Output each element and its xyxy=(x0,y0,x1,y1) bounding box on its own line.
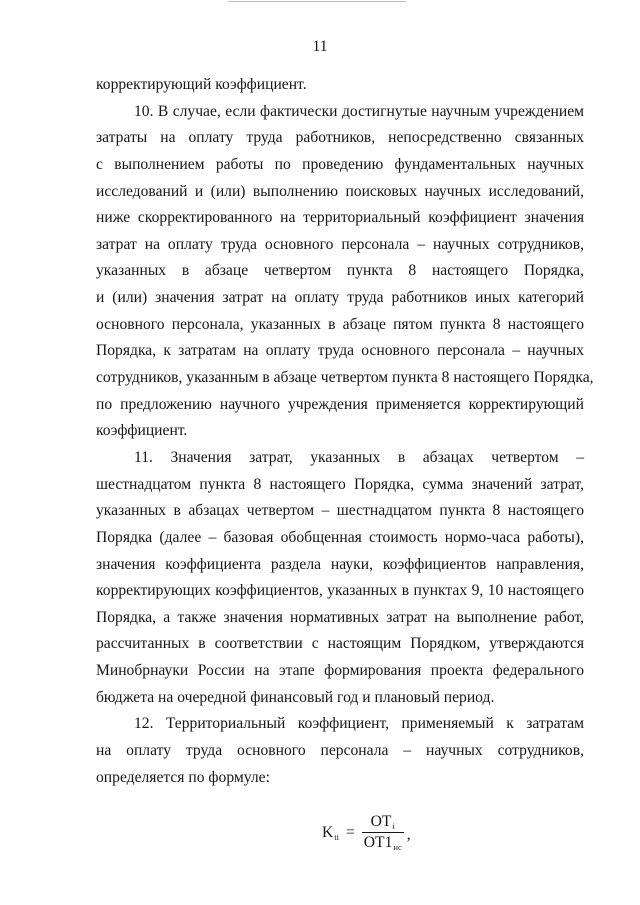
text-line: определяется по формуле: xyxy=(96,768,270,786)
text-line: корректирующих коэффициентов, указанных в пунктах 9, 10 настоящего xyxy=(96,582,584,600)
formula-numerator-symbol: OT xyxy=(370,812,392,830)
formula-numerator xyxy=(369,813,397,832)
text-line: Порядка, а также значения нормативных затрат на выполнение работ, xyxy=(96,608,584,626)
text-line: 12. Территориальный коэффициент, применяемый к затратам xyxy=(134,715,584,733)
page-number: 11 xyxy=(312,38,328,55)
formula-numerator-subscript: i xyxy=(392,820,395,831)
paragraph-p11 xyxy=(96,445,584,711)
text-line: бюджета на очередной финансовый год и плановый период. xyxy=(96,688,495,706)
formula-denominator-symbol: OT1 xyxy=(363,833,393,851)
text-line: Порядка, к затратам на оплату труда основного персонала – научных xyxy=(96,342,584,360)
text-line: Порядка (далее – базовая обобщенная стоимость нормо-часа работы), xyxy=(96,528,584,546)
text-line: ниже скорректированного на территориальный коэффициент значения xyxy=(96,209,584,227)
scan-edge-line xyxy=(228,1,406,2)
text-line: корректирующий коэффициент. xyxy=(96,76,307,93)
text-line: указанных в абзаце четвертом пункта 8 настоящего Порядка, xyxy=(96,262,584,280)
text-line: на оплату труда основного персонала – научных сотрудников, xyxy=(96,742,584,760)
formula-trailing-comma: , xyxy=(406,826,411,843)
formula-lhs xyxy=(322,824,339,842)
document-body xyxy=(96,72,594,791)
text-line: основного персонала, указанных в абзаце пятом пункта 8 настоящего xyxy=(96,315,584,333)
formula-lhs-subscript: ti xyxy=(334,832,339,842)
paragraph-p10 xyxy=(96,99,594,445)
text-line: по предложению научного учреждения применяется корректирующий xyxy=(96,395,584,413)
text-line: коэффициент. xyxy=(96,422,188,440)
formula-denominator-subscript: нс xyxy=(393,841,402,852)
text-line: и (или) значения затрат на оплату труда работников иных категорий xyxy=(96,289,584,307)
text-line: 10. В случае, если фактически достигнутые научным учреждением xyxy=(134,102,584,120)
formula-denominator xyxy=(362,833,404,854)
paragraph-p12 xyxy=(96,711,584,791)
text-line: затрат на оплату труда основного персонала – научных сотрудников, xyxy=(96,235,584,253)
paragraph-p-continuation xyxy=(96,72,584,99)
formula-territorial-coefficient xyxy=(322,803,411,863)
text-line: Минобрнауки России на этапе формирования проекта федерального xyxy=(96,662,584,680)
formula-lhs-symbol: K xyxy=(322,824,334,841)
formula-fraction xyxy=(362,813,404,854)
text-line: значения коэффициента раздела науки, коэффициентов направления, xyxy=(96,555,584,573)
text-line: с выполнением работы по проведению фундаментальных научных xyxy=(96,155,584,173)
text-line: 11. Значения затрат, указанных в абзацах четвертом – xyxy=(134,448,584,466)
text-line: шестнадцатом пункта 8 настоящего Порядка, сумма значений затрат, xyxy=(96,475,584,493)
formula-equals: = xyxy=(346,824,355,841)
text-line: указанных в абзацах четвертом – шестнадцатом пункта 8 настоящего xyxy=(96,502,584,520)
text-line: рассчитанных в соответствии с настоящим Порядком, утверждаются xyxy=(96,635,584,653)
text-line: исследований и (или) выполнению поисковых научных исследований, xyxy=(96,182,584,200)
text-line: сотрудников, указанным в абзаце четвертом пункта 8 настоящего Порядка, xyxy=(96,369,594,387)
text-line: затраты на оплату труда работников, непосредственно связанных xyxy=(96,129,584,147)
